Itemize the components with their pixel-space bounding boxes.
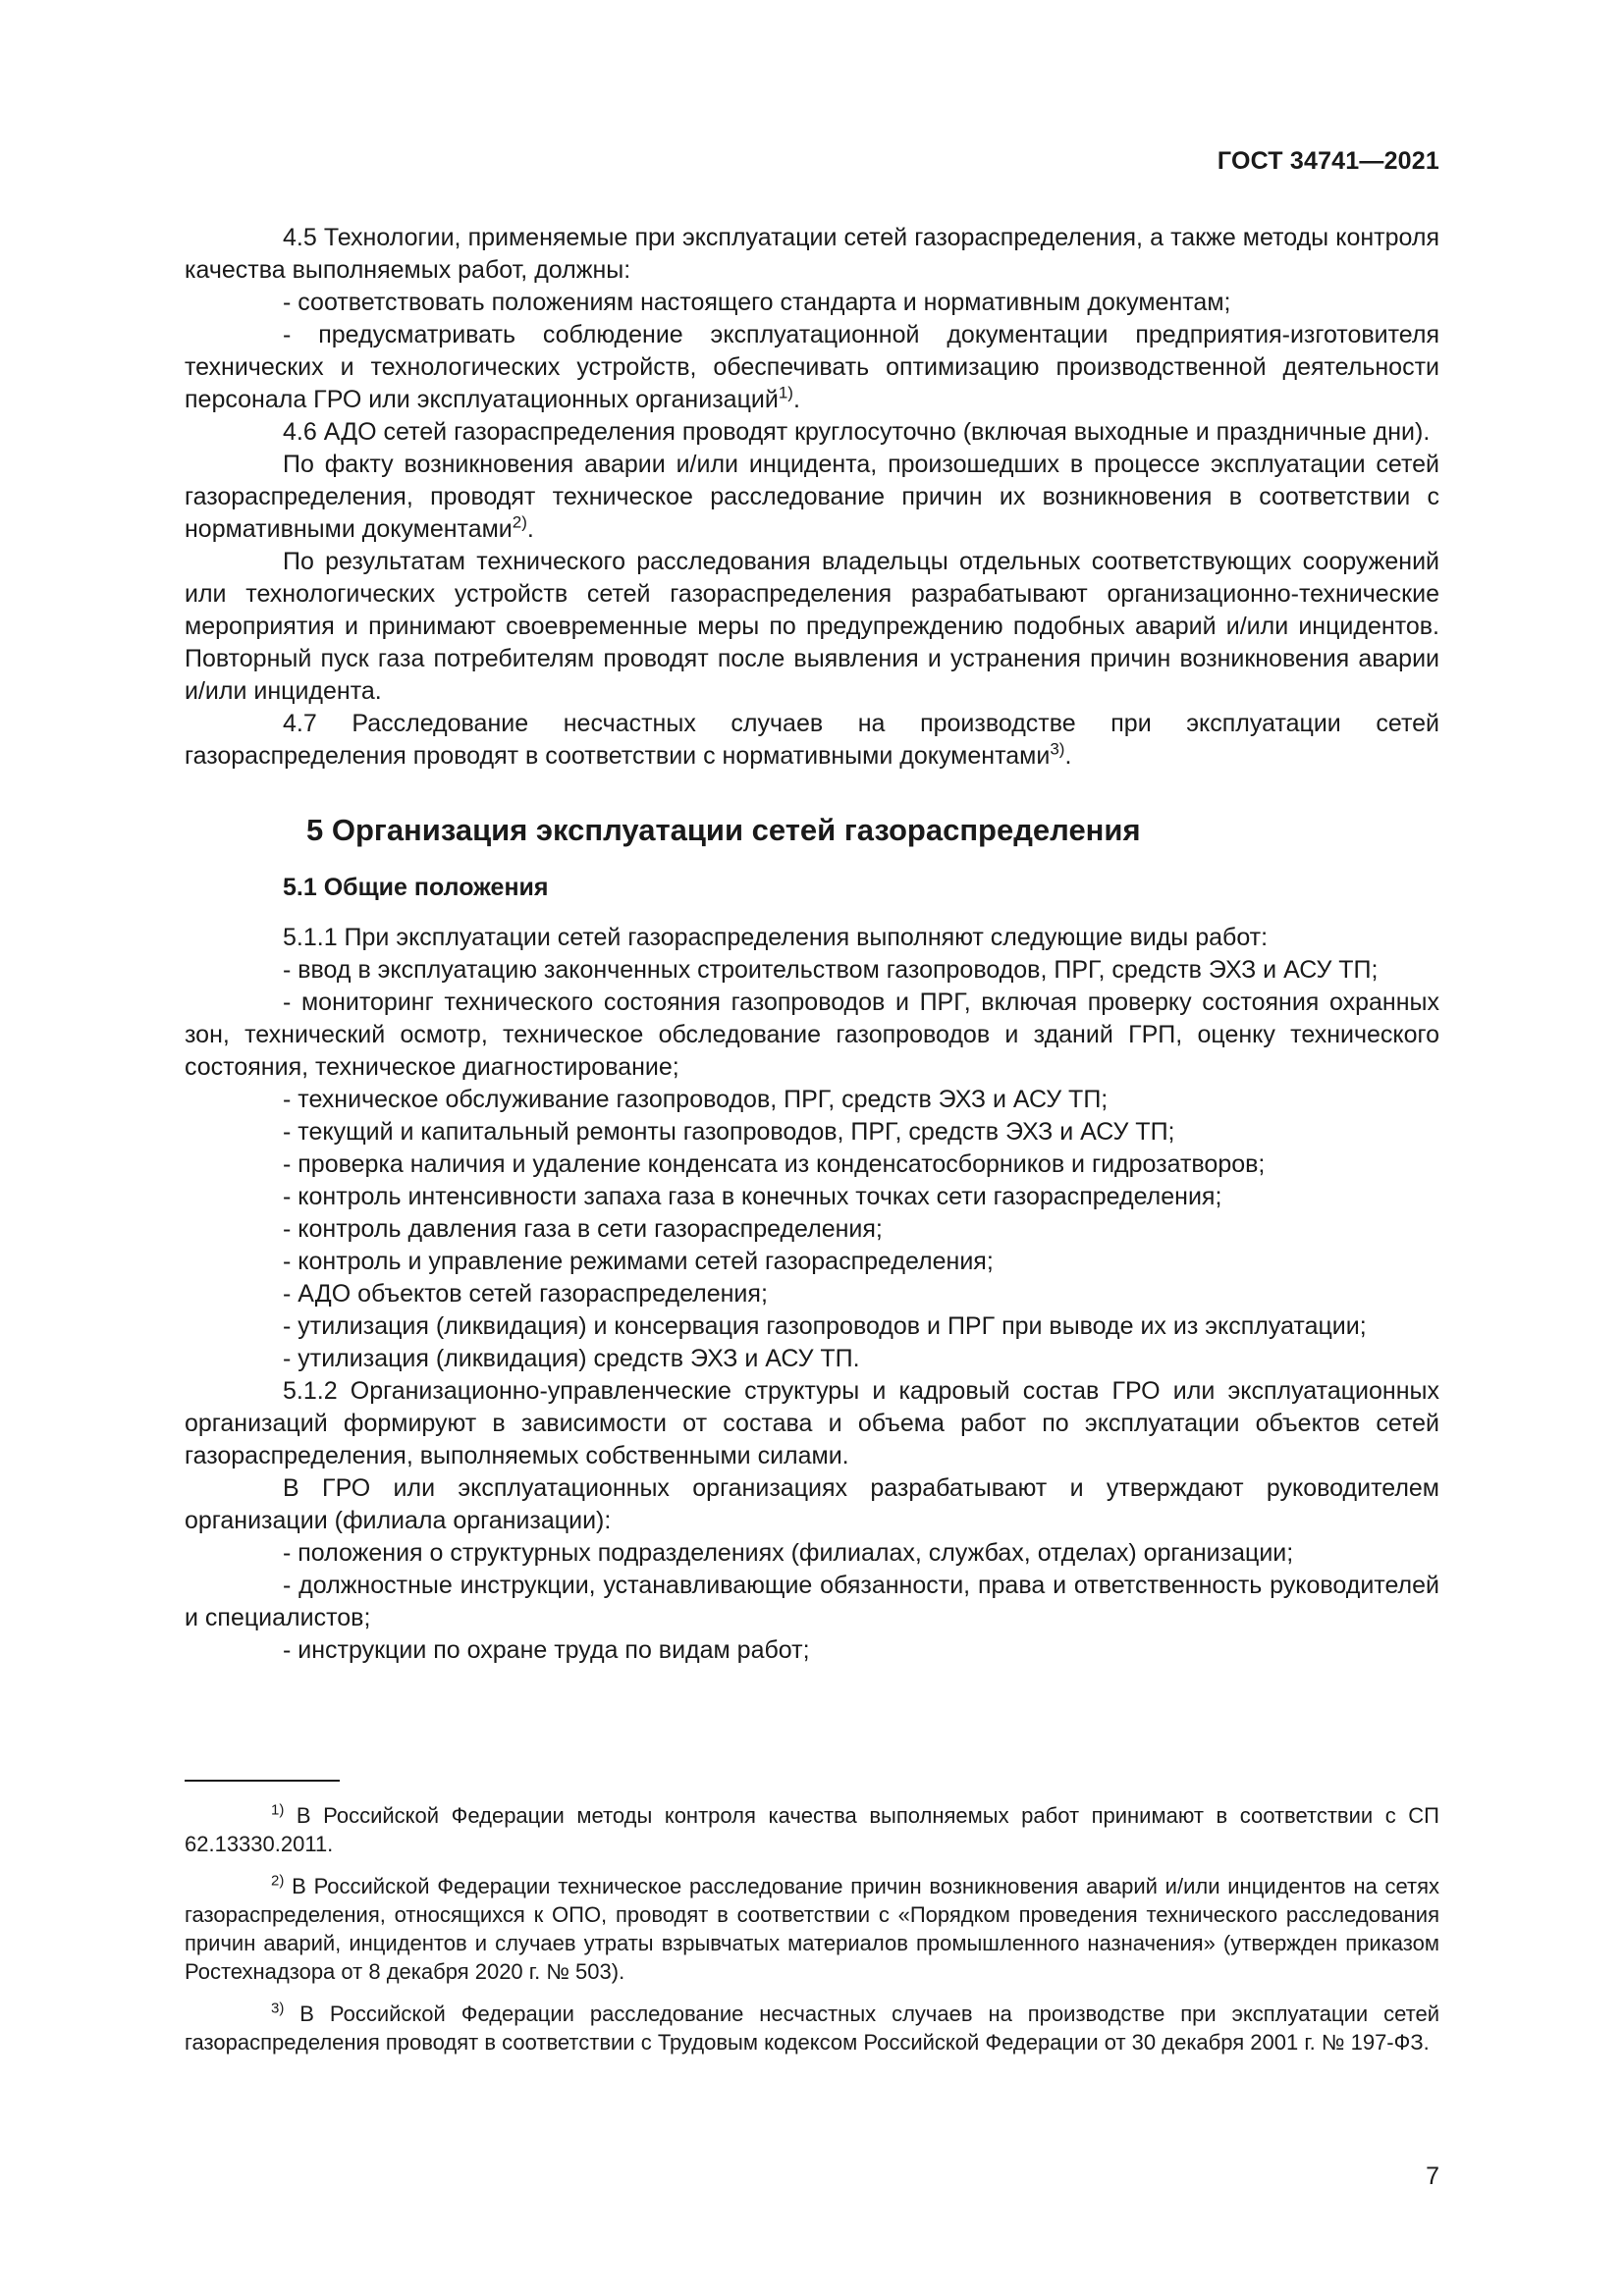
paragraph: 4.6 АДО сетей газораспределения проводят круглосуточно (включая выходные и праздничные дни). — [283, 418, 1431, 446]
footnotes — [185, 1780, 1439, 2070]
list-item: - текущий и капитальный ремонты газопроводов, ПРГ, средств ЭХЗ и АСУ ТП; — [283, 1118, 1175, 1146]
main-text — [185, 222, 1439, 1667]
list-item: - проверка наличия и удаление конденсата из конденсатосборников и гидрозатворов; — [283, 1150, 1266, 1178]
list-item: - контроль интенсивности запаха газа в конечных точках сети газораспределения; — [283, 1183, 1222, 1210]
document-code: ГОСТ 34741—2021 — [1217, 147, 1439, 175]
paragraph: 4.5 Технологии, применяемые при эксплуатации сетей газораспределения, а также методы контроля качества выполняемых работ, должны: — [185, 224, 1439, 284]
list-item: - должностные инструкции, устанавливающие обязанности, права и ответственность руководителей и специалистов; — [185, 1572, 1439, 1631]
paragraph: 5.1.2 Организационно-управленческие структуры и кадровый состав ГРО или эксплуатационных организаций формируют в зависимости от состава и объема работ по эксплуатации объектов сетей газораспределения, выполняемых собственными силами. — [185, 1377, 1439, 1469]
list-item: - ввод в эксплуатацию законченных строительством газопроводов, ПРГ, средств ЭХЗ и АСУ ТП; — [283, 956, 1379, 984]
page-number: 7 — [1426, 2163, 1439, 2190]
footnote-ref[interactable]: 2) — [512, 512, 527, 532]
list-item: - соответствовать положениям настоящего стандарта и нормативным документам; — [283, 289, 1231, 316]
paragraph: 4.7 Расследование несчастных случаев на производстве при эксплуатации сетей газораспределения проводят в соответствии с нормативными документами$^{3)}$. — [185, 710, 1439, 770]
paragraph: 5.1.1 При эксплуатации сетей газораспределения выполняют следующие виды работ: — [283, 924, 1269, 951]
list-item: - техническое обслуживание газопроводов, ПРГ, средств ЭХЗ и АСУ ТП; — [283, 1086, 1109, 1113]
list-item: - контроль давления газа в сети газораспределения; — [283, 1215, 883, 1243]
footnote: $^{1)}$ В Российской Федерации методы контроля качества выполняемых работ принимают в соответствии с СП 62.13330.2011. — [185, 1801, 1439, 1856]
paragraph: По факту возникновения аварии и/или инцидента, произошедших в процессе эксплуатации сетей газораспределения, проводят техническое расследование причин их возникновения в соответствии с нормативными документами$^{2)}$. — [185, 451, 1439, 543]
list-item: - инструкции по охране труда по видам работ; — [283, 1636, 810, 1664]
footnote: $^{3)}$ В Российской Федерации расследование несчастных случаев на производстве при эксплуатации сетей газораспределения проводят в соответствии с Трудовым кодексом Российской Федерации от 30 декабря 2001 г. № 197-ФЗ. — [185, 2000, 1439, 2055]
footnote-ref[interactable]: 3) — [1050, 739, 1065, 759]
paragraph: По результатам технического расследования владельцы отдельных соответствующих сооружений или технологических устройств сетей газораспределения разрабатывают организационно-технические мероприятия и принимают своевременные меры по предупреждению подобных аварий и/или инцидентов. Повторный пуск газа потребителям проводят после выявления и устранения причин возникновения аварии и/или инцидента. — [185, 548, 1439, 705]
list-item: - утилизация (ликвидация) и консервация газопроводов и ПРГ при выводе их из эксплуатации; — [283, 1312, 1367, 1340]
footnote-divider — [185, 1780, 340, 1782]
list-item: - мониторинг технического состояния газопроводов и ПРГ, включая проверку состояния охранных зон, технический осмотр, техническое обследование газопроводов и зданий ГРП, оценку технического состояния, техническое диагностирование; — [185, 988, 1439, 1081]
list-item: - предусматривать соблюдение эксплуатационной документации предприятия-изготовителя технических и технологических устройств, обеспечивать оптимизацию производственной деятельности персонала ГРО или эксплуатационных организаций$^{1)}$. — [185, 321, 1439, 413]
list-item: - положения о структурных подразделениях (филиалах, службах, отделах) организации; — [283, 1539, 1294, 1567]
subsection-heading: 5.1 Общие положения — [283, 874, 549, 901]
paragraph: В ГРО или эксплуатационных организациях разрабатывают и утверждают руководителем организации (филиала организации): — [185, 1474, 1439, 1534]
footnote-ref[interactable]: 1) — [778, 383, 793, 402]
list-item: - контроль и управление режимами сетей газораспределения; — [283, 1248, 994, 1275]
section-heading: 5 Организация эксплуатации сетей газораспределения — [306, 813, 1141, 847]
list-item: - АДО объектов сетей газораспределения; — [283, 1280, 768, 1308]
list-item: - утилизация (ликвидация) средств ЭХЗ и АСУ ТП. — [283, 1345, 860, 1372]
footnote: $^{2)}$ В Российской Федерации техническое расследование причин возникновения аварий и/или инцидентов на сетях газораспределения, относящихся к ОПО, проводят в соответствии с «Порядком проведения технического расследования причин аварий, инцидентов и случаев утраты взрывчатых материалов промышленного назначения» (утвержден приказом Ростехнадзора от 8 декабря 2020 г. № 503). — [185, 1872, 1439, 1984]
